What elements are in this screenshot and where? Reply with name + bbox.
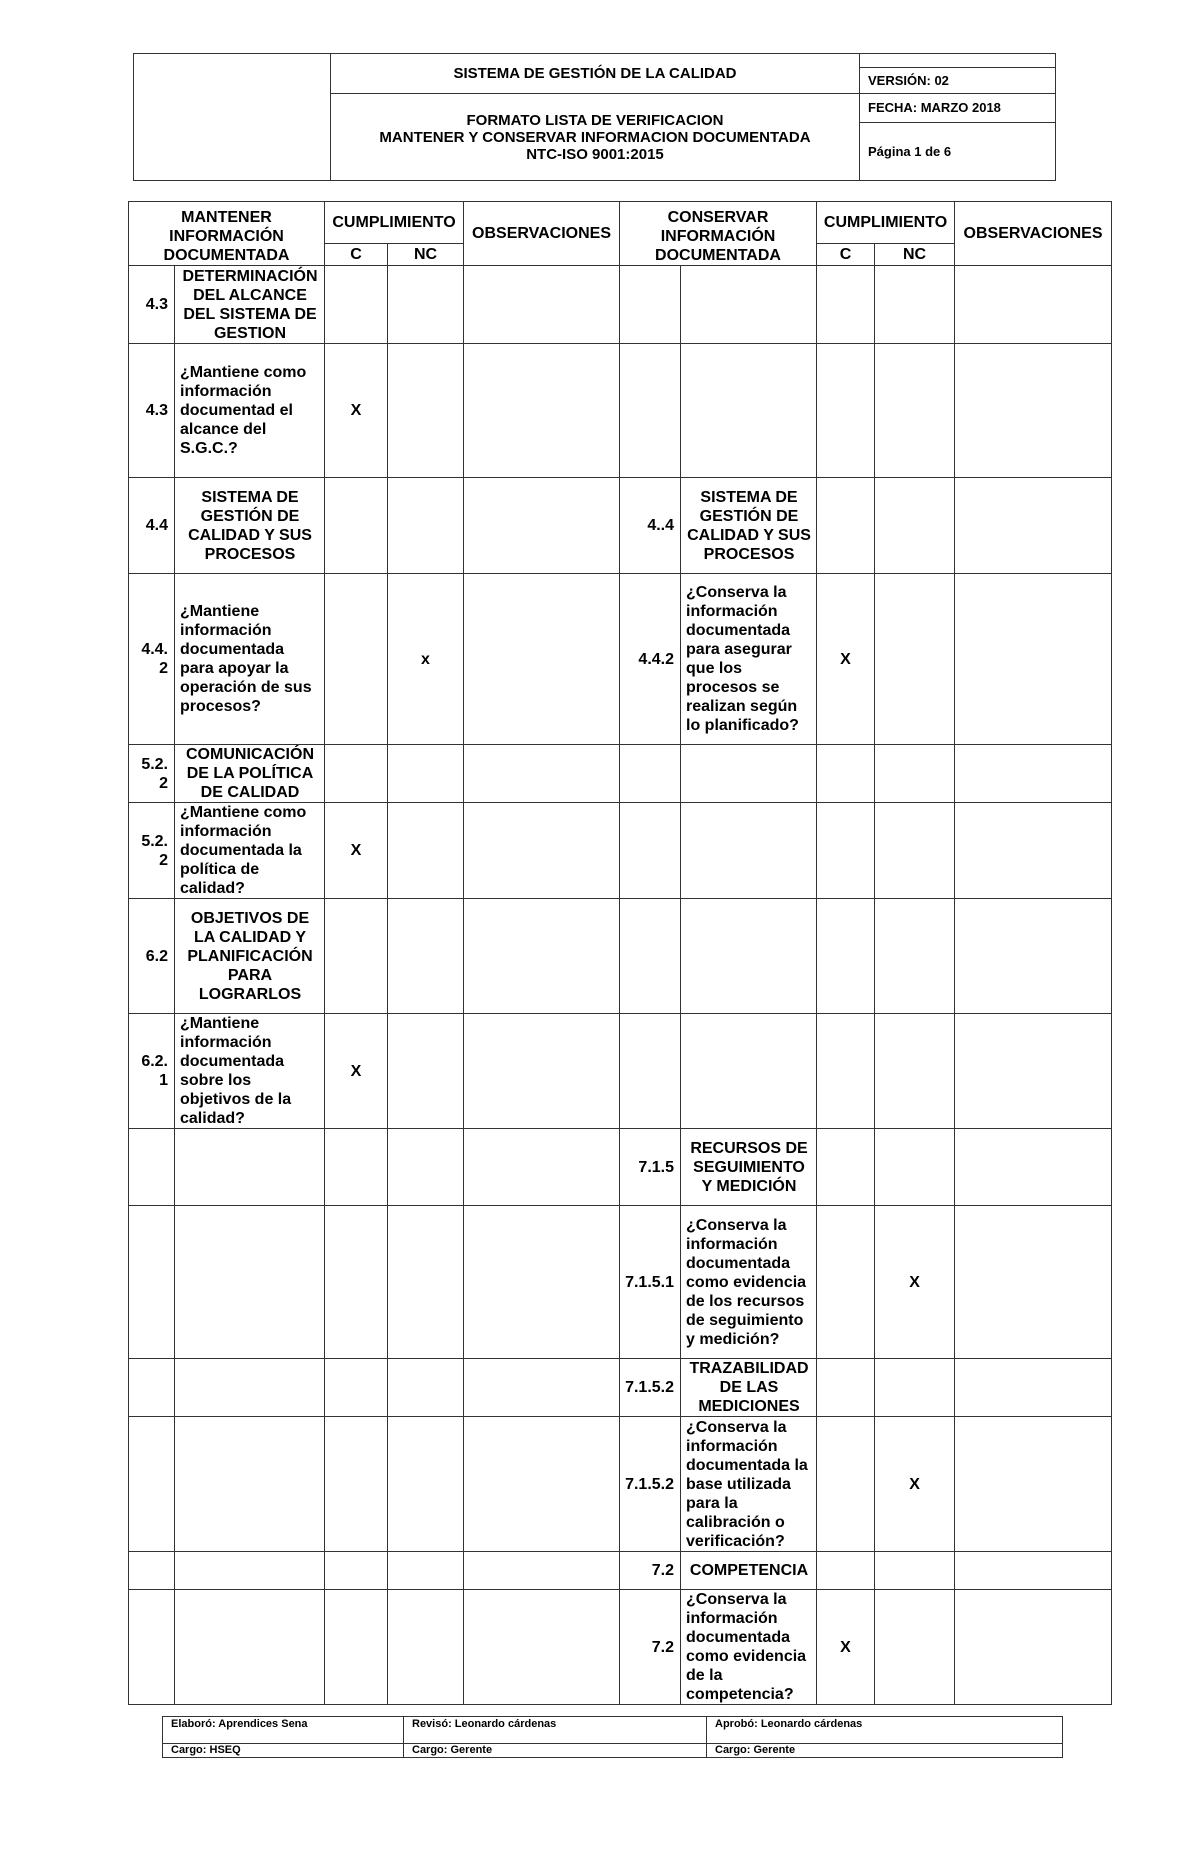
left-compliance-c: X bbox=[325, 1014, 388, 1129]
right-observations bbox=[955, 344, 1112, 478]
right-compliance-c bbox=[817, 1552, 875, 1590]
table-row bbox=[129, 745, 1112, 803]
right-compliance-c bbox=[817, 803, 875, 899]
left-clause-number bbox=[129, 1359, 175, 1417]
left-requirement-text bbox=[175, 1417, 325, 1552]
system-title: SISTEMA DE GESTIÓN DE LA CALIDAD bbox=[331, 54, 860, 94]
left-clause-number: 6.2 bbox=[129, 899, 175, 1014]
right-clause-number bbox=[620, 266, 681, 344]
left-compliance-nc bbox=[388, 1417, 464, 1552]
elaboro-field: Elaboró: Aprendices Sena bbox=[163, 1717, 404, 1744]
right-compliance-c bbox=[817, 1417, 875, 1552]
table-row bbox=[129, 344, 1112, 478]
left-compliance-c bbox=[325, 1417, 388, 1552]
right-compliance-c bbox=[817, 899, 875, 1014]
left-clause-number bbox=[129, 1552, 175, 1590]
right-observations bbox=[955, 1590, 1112, 1705]
right-requirement-text: ¿Conserva la información documentada como evidencia de los recursos de seguimiento y medición? bbox=[681, 1206, 817, 1359]
left-observations bbox=[464, 803, 620, 899]
right-compliance-nc bbox=[875, 803, 955, 899]
left-compliance-nc bbox=[388, 1129, 464, 1206]
right-observations bbox=[955, 899, 1112, 1014]
format-title bbox=[331, 94, 860, 181]
left-clause-number bbox=[129, 1417, 175, 1552]
right-observations bbox=[955, 1206, 1112, 1359]
left-observations bbox=[464, 899, 620, 1014]
right-compliance-c bbox=[817, 1359, 875, 1417]
right-requirement-text bbox=[681, 266, 817, 344]
right-compliance-nc bbox=[875, 1129, 955, 1206]
right-compliance-nc bbox=[875, 478, 955, 574]
table-row bbox=[129, 1417, 1112, 1552]
left-compliance-nc bbox=[388, 266, 464, 344]
col-left-observaciones: OBSERVACIONES bbox=[464, 202, 620, 266]
table-row bbox=[129, 266, 1112, 344]
left-clause-number: 5.2. 2 bbox=[129, 803, 175, 899]
left-compliance-c: X bbox=[325, 803, 388, 899]
left-requirement-text bbox=[175, 1552, 325, 1590]
cargo-aprobo: Cargo: Gerente bbox=[707, 1744, 1063, 1758]
left-observations bbox=[464, 574, 620, 745]
right-requirement-text: ¿Conserva la información documentada para asegurar que los procesos se realizan según lo planificado? bbox=[681, 574, 817, 745]
left-observations bbox=[464, 1590, 620, 1705]
right-clause-number bbox=[620, 745, 681, 803]
col-right-observaciones: OBSERVACIONES bbox=[955, 202, 1112, 266]
left-observations bbox=[464, 1206, 620, 1359]
left-compliance-nc: x bbox=[388, 574, 464, 745]
col-right-nc: NC bbox=[875, 243, 955, 265]
right-requirement-text: ¿Conserva la información documentada la base utilizada para la calibración o verificación? bbox=[681, 1417, 817, 1552]
right-compliance-c bbox=[817, 266, 875, 344]
left-observations bbox=[464, 1552, 620, 1590]
version-label: VERSIÓN: 02 bbox=[860, 68, 1056, 94]
left-compliance-c bbox=[325, 266, 388, 344]
right-requirement-text bbox=[681, 1014, 817, 1129]
left-requirement-text bbox=[175, 1129, 325, 1206]
table-row bbox=[129, 1206, 1112, 1359]
table-row bbox=[129, 1552, 1112, 1590]
cargo-elaboro: Cargo: HSEQ bbox=[163, 1744, 404, 1758]
right-compliance-c: X bbox=[817, 574, 875, 745]
left-compliance-nc bbox=[388, 478, 464, 574]
left-compliance-nc bbox=[388, 1359, 464, 1417]
left-compliance-c bbox=[325, 899, 388, 1014]
right-clause-number bbox=[620, 344, 681, 478]
format-title-line3: NTC-ISO 9001:2015 bbox=[526, 145, 664, 163]
col-left-nc: NC bbox=[388, 243, 464, 265]
right-compliance-nc: X bbox=[875, 1417, 955, 1552]
left-requirement-text: SISTEMA DE GESTIÓN DE CALIDAD Y SUS PROCESOS bbox=[175, 478, 325, 574]
left-observations bbox=[464, 745, 620, 803]
logo-area bbox=[134, 54, 331, 181]
left-clause-number bbox=[129, 1206, 175, 1359]
table-row bbox=[129, 899, 1112, 1014]
left-compliance-c bbox=[325, 574, 388, 745]
col-left-title: MANTENER INFORMACIÓN DOCUMENTADA bbox=[129, 202, 325, 266]
left-clause-number: 4.3 bbox=[129, 344, 175, 478]
left-clause-number bbox=[129, 1590, 175, 1705]
table-row bbox=[129, 803, 1112, 899]
left-observations bbox=[464, 478, 620, 574]
left-compliance-c bbox=[325, 478, 388, 574]
left-requirement-text bbox=[175, 1206, 325, 1359]
right-requirement-text bbox=[681, 344, 817, 478]
date-label: FECHA: MARZO 2018 bbox=[860, 94, 1056, 122]
left-compliance-nc bbox=[388, 1014, 464, 1129]
right-clause-number: 4.4.2 bbox=[620, 574, 681, 745]
right-compliance-nc bbox=[875, 1014, 955, 1129]
right-compliance-c bbox=[817, 344, 875, 478]
right-compliance-c: X bbox=[817, 1590, 875, 1705]
right-compliance-nc bbox=[875, 266, 955, 344]
table-row bbox=[129, 574, 1112, 745]
left-observations bbox=[464, 344, 620, 478]
left-compliance-nc bbox=[388, 1590, 464, 1705]
left-requirement-text: ¿Mantiene información documentada para apoyar la operación de sus procesos? bbox=[175, 574, 325, 745]
verification-table bbox=[128, 201, 1112, 1705]
table-row bbox=[129, 1359, 1112, 1417]
right-observations bbox=[955, 1359, 1112, 1417]
right-observations bbox=[955, 478, 1112, 574]
left-compliance-nc bbox=[388, 803, 464, 899]
left-observations bbox=[464, 1129, 620, 1206]
left-compliance-c bbox=[325, 1552, 388, 1590]
right-compliance-c bbox=[817, 1206, 875, 1359]
right-requirement-text: RECURSOS DE SEGUIMIENTO Y MEDICIÓN bbox=[681, 1129, 817, 1206]
left-observations bbox=[464, 1014, 620, 1129]
col-right-c: C bbox=[817, 243, 875, 265]
left-requirement-text: DETERMINACIÓN DEL ALCANCE DEL SISTEMA DE GESTION bbox=[175, 266, 325, 344]
right-compliance-nc bbox=[875, 344, 955, 478]
table-body bbox=[129, 202, 1112, 1705]
left-clause-number: 4.3 bbox=[129, 266, 175, 344]
table-row bbox=[129, 1014, 1112, 1129]
right-clause-number: 4..4 bbox=[620, 478, 681, 574]
right-clause-number: 7.1.5.2 bbox=[620, 1417, 681, 1552]
right-observations bbox=[955, 266, 1112, 344]
left-compliance-c bbox=[325, 1129, 388, 1206]
col-left-cumplimiento: CUMPLIMIENTO bbox=[325, 202, 464, 244]
left-requirement-text: ¿Mantiene información documentada sobre los objetivos de la calidad? bbox=[175, 1014, 325, 1129]
table-row bbox=[129, 1590, 1112, 1705]
aprobo-field: Aprobó: Leonardo cárdenas bbox=[707, 1717, 1063, 1744]
right-requirement-text bbox=[681, 745, 817, 803]
right-compliance-c bbox=[817, 745, 875, 803]
header-blank-cell bbox=[860, 54, 1056, 68]
right-clause-number: 7.1.5.2 bbox=[620, 1359, 681, 1417]
left-compliance-c bbox=[325, 745, 388, 803]
right-clause-number bbox=[620, 803, 681, 899]
left-compliance-nc bbox=[388, 1206, 464, 1359]
right-observations bbox=[955, 1129, 1112, 1206]
left-observations bbox=[464, 1417, 620, 1552]
right-observations bbox=[955, 574, 1112, 745]
right-clause-number: 7.2 bbox=[620, 1552, 681, 1590]
table-row bbox=[129, 478, 1112, 574]
left-compliance-nc bbox=[388, 745, 464, 803]
right-compliance-nc bbox=[875, 574, 955, 745]
reviso-field: Revisó: Leonardo cárdenas bbox=[404, 1717, 707, 1744]
right-clause-number: 7.2 bbox=[620, 1590, 681, 1705]
right-requirement-text: TRAZABILIDAD DE LAS MEDICIONES bbox=[681, 1359, 817, 1417]
table-row bbox=[129, 1129, 1112, 1206]
right-clause-number: 7.1.5 bbox=[620, 1129, 681, 1206]
col-left-c: C bbox=[325, 243, 388, 265]
left-requirement-text: OBJETIVOS DE LA CALIDAD Y PLANIFICACIÓN PARA LOGRARLOS bbox=[175, 899, 325, 1014]
right-observations bbox=[955, 1417, 1112, 1552]
right-requirement-text bbox=[681, 899, 817, 1014]
left-requirement-text bbox=[175, 1359, 325, 1417]
left-compliance-c bbox=[325, 1590, 388, 1705]
right-clause-number bbox=[620, 899, 681, 1014]
left-observations bbox=[464, 1359, 620, 1417]
right-clause-number bbox=[620, 1014, 681, 1129]
left-compliance-c bbox=[325, 1359, 388, 1417]
right-requirement-text: SISTEMA DE GESTIÓN DE CALIDAD Y SUS PROCESOS bbox=[681, 478, 817, 574]
left-clause-number: 6.2. 1 bbox=[129, 1014, 175, 1129]
left-clause-number bbox=[129, 1129, 175, 1206]
right-observations bbox=[955, 803, 1112, 899]
right-compliance-nc bbox=[875, 1359, 955, 1417]
right-requirement-text: ¿Conserva la información documentada como evidencia de la competencia? bbox=[681, 1590, 817, 1705]
right-observations bbox=[955, 745, 1112, 803]
right-observations bbox=[955, 1552, 1112, 1590]
right-compliance-c bbox=[817, 1014, 875, 1129]
left-compliance-c bbox=[325, 1206, 388, 1359]
left-compliance-nc bbox=[388, 899, 464, 1014]
left-clause-number: 4.4. 2 bbox=[129, 574, 175, 745]
right-compliance-nc bbox=[875, 745, 955, 803]
right-clause-number: 7.1.5.1 bbox=[620, 1206, 681, 1359]
header-row-1 bbox=[129, 202, 1112, 244]
cargo-reviso: Cargo: Gerente bbox=[404, 1744, 707, 1758]
right-compliance-nc bbox=[875, 899, 955, 1014]
left-requirement-text: ¿Mantiene como información documentada la política de calidad? bbox=[175, 803, 325, 899]
right-compliance-c bbox=[817, 478, 875, 574]
right-compliance-c bbox=[817, 1129, 875, 1206]
left-requirement-text: ¿Mantiene como información documentad el alcance del S.G.C.? bbox=[175, 344, 325, 478]
signature-footer bbox=[162, 1716, 1063, 1758]
right-requirement-text: COMPETENCIA bbox=[681, 1552, 817, 1590]
left-compliance-nc bbox=[388, 344, 464, 478]
col-right-title: CONSERVAR INFORMACIÓN DOCUMENTADA bbox=[620, 202, 817, 266]
right-compliance-nc: X bbox=[875, 1206, 955, 1359]
left-observations bbox=[464, 266, 620, 344]
format-title-line1: FORMATO LISTA DE VERIFICACION bbox=[466, 111, 724, 129]
page-number: Página 1 de 6 bbox=[860, 122, 1056, 180]
left-compliance-c: X bbox=[325, 344, 388, 478]
right-observations bbox=[955, 1014, 1112, 1129]
right-requirement-text bbox=[681, 803, 817, 899]
left-requirement-text: COMUNICACIÓN DE LA POLÍTICA DE CALIDAD bbox=[175, 745, 325, 803]
right-compliance-nc bbox=[875, 1590, 955, 1705]
left-clause-number: 4.4 bbox=[129, 478, 175, 574]
right-compliance-nc bbox=[875, 1552, 955, 1590]
format-title-line2: MANTENER Y CONSERVAR INFORMACION DOCUMENTADA bbox=[379, 128, 811, 146]
left-compliance-nc bbox=[388, 1552, 464, 1590]
left-requirement-text bbox=[175, 1590, 325, 1705]
left-clause-number: 5.2. 2 bbox=[129, 745, 175, 803]
document-header bbox=[133, 53, 1056, 181]
col-right-cumplimiento: CUMPLIMIENTO bbox=[817, 202, 955, 244]
